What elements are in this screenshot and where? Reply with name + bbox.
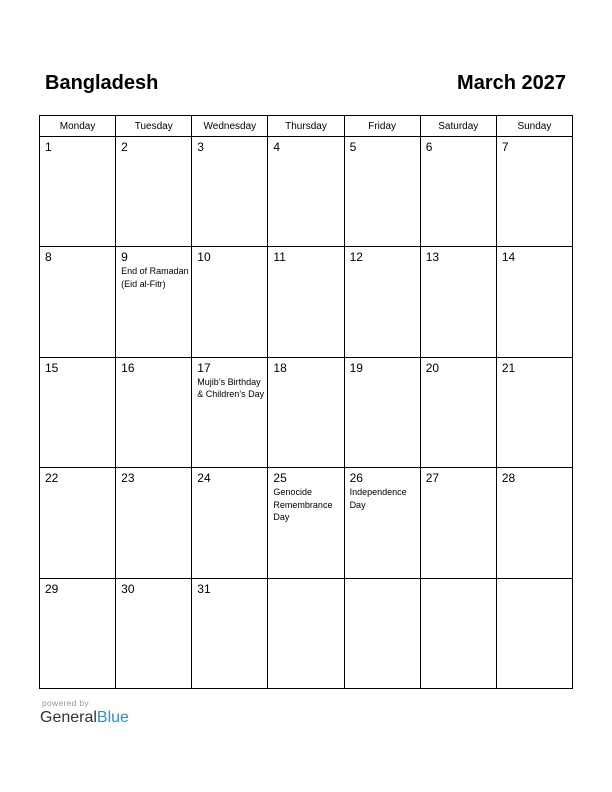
calendar-day-cell (420, 247, 496, 357)
day-number: 31 (197, 581, 211, 596)
calendar-grid (39, 115, 573, 689)
day-number: 29 (45, 581, 59, 596)
day-number: 30 (121, 581, 135, 596)
day-number: 24 (197, 471, 211, 486)
day-number: 8 (45, 250, 52, 265)
calendar-day-cell (192, 247, 268, 357)
day-number: 14 (501, 250, 516, 265)
day-number: 22 (45, 471, 59, 486)
calendar-day-cell (116, 137, 192, 247)
day-number (345, 579, 420, 582)
holiday-label: Genocide Remembrance Day (273, 487, 333, 523)
brand-blue-text: Blue (96, 709, 129, 726)
day-number: 7 (501, 140, 509, 154)
weekday-tuesday: Tuesday (116, 116, 192, 137)
calendar-day-cell (268, 357, 344, 467)
month-title: March 2027 (457, 72, 566, 94)
day-number: 26 (349, 471, 363, 486)
calendar-day-cell (496, 137, 572, 247)
calendar-day-cell (344, 357, 420, 467)
calendar-day-cell (420, 357, 496, 467)
day-number: 19 (349, 360, 363, 375)
calendar-week-row (40, 578, 573, 688)
calendar-day-cell (40, 468, 116, 578)
day-number: 20 (425, 360, 440, 375)
calendar-day-cell (116, 247, 192, 357)
holiday-label: Independence Day (349, 487, 407, 510)
day-number: 27 (425, 471, 440, 486)
calendar-week-row (40, 357, 573, 467)
calendar-day-cell (116, 468, 192, 578)
calendar-day-cell (496, 578, 572, 688)
calendar-day-cell (344, 137, 420, 247)
calendar-day-cell (192, 578, 268, 688)
day-number: 25 (273, 471, 287, 486)
calendar-day-cell (496, 357, 572, 467)
calendar-week-row (40, 247, 573, 357)
day-number: 11 (273, 250, 286, 265)
day-number: 2 (121, 140, 128, 154)
generalblue-logo[interactable] (40, 709, 129, 727)
powered-by-label: powered by (42, 698, 89, 708)
weekday-monday: Monday (40, 116, 116, 137)
day-number: 3 (197, 140, 204, 154)
calendar-day-cell (344, 578, 420, 688)
calendar-day-cell (40, 357, 116, 467)
day-number: 18 (273, 360, 287, 375)
calendar-day-cell (344, 468, 420, 578)
calendar-day-cell (116, 578, 192, 688)
day-number: 9 (121, 250, 128, 265)
day-number: 28 (501, 471, 516, 486)
calendar-day-cell (344, 247, 420, 357)
calendar-day-cell (420, 578, 496, 688)
day-number: 1 (45, 140, 52, 154)
day-number: 6 (425, 140, 433, 154)
weekday-wednesday: Wednesday (192, 116, 268, 137)
day-number: 10 (197, 250, 211, 265)
calendar-day-cell (116, 357, 192, 467)
day-number: 13 (425, 250, 440, 265)
holiday-label: End of Ramadan (Eid al-Fitr) (121, 266, 189, 289)
day-number (497, 579, 572, 582)
calendar-day-cell (192, 468, 268, 578)
calendar-day-cell (192, 137, 268, 247)
weekday-friday: Friday (344, 116, 420, 137)
calendar-day-cell (420, 137, 496, 247)
weekday-thursday: Thursday (268, 116, 344, 137)
calendar-day-cell (40, 247, 116, 357)
country-title: Bangladesh (45, 72, 159, 94)
day-number: 23 (121, 471, 135, 486)
day-number: 21 (501, 360, 516, 375)
holiday-label: Mujib’s Birthday & Children’s Day (197, 376, 265, 400)
calendar-day-cell (268, 578, 344, 688)
day-number: 5 (349, 140, 357, 154)
day-number: 15 (45, 360, 59, 375)
weekday-saturday: Saturday (420, 116, 496, 137)
weekday-sunday: Sunday (496, 116, 572, 137)
weekday-header-row (40, 116, 573, 137)
day-number: 12 (349, 250, 363, 265)
calendar-day-cell (496, 468, 572, 578)
calendar-week-row (40, 468, 573, 578)
calendar-day-cell (420, 468, 496, 578)
day-number: 4 (273, 140, 281, 154)
calendar-day-cell (268, 137, 344, 247)
calendar-day-cell (268, 247, 344, 357)
day-number: 17 (197, 360, 211, 375)
calendar-day-cell (40, 578, 116, 688)
calendar-week-row (40, 137, 573, 247)
day-number (268, 579, 343, 582)
calendar-day-cell (496, 247, 572, 357)
brand-general-text: General (40, 709, 97, 726)
day-number (421, 579, 496, 582)
calendar-day-cell (268, 468, 344, 578)
calendar-day-cell (40, 137, 116, 247)
calendar-day-cell (192, 357, 268, 467)
day-number: 16 (121, 360, 135, 375)
